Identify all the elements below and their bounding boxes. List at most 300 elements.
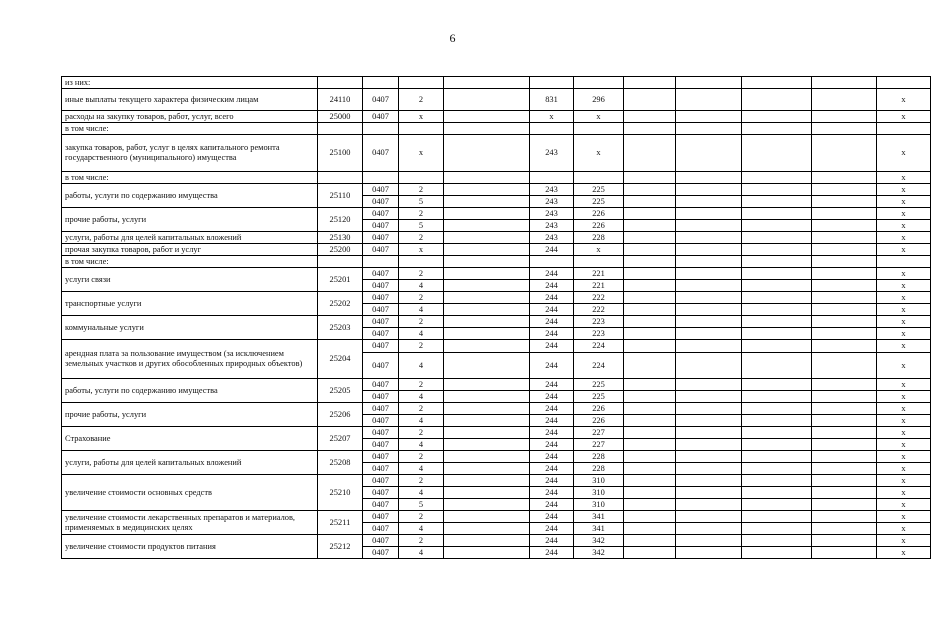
empty-cell xyxy=(742,232,812,244)
x-mark: х xyxy=(877,415,931,427)
empty-cell xyxy=(676,220,742,232)
section-code: 0407 xyxy=(363,232,399,244)
empty-cell xyxy=(444,439,530,451)
kosgu-type: 4 xyxy=(399,304,444,316)
x-mark: х xyxy=(877,379,931,391)
section-code: 0407 xyxy=(363,353,399,379)
empty-cell xyxy=(624,475,676,487)
row-code: 25202 xyxy=(318,292,363,316)
row-code: 25208 xyxy=(318,451,363,475)
row-code: 25212 xyxy=(318,535,363,559)
kosgu-code: 228 xyxy=(574,232,624,244)
kosgu-code: 222 xyxy=(574,304,624,316)
section-code: 0407 xyxy=(363,304,399,316)
kosgu-code: х xyxy=(574,244,624,256)
empty-cell xyxy=(812,403,877,415)
empty-cell xyxy=(444,328,530,340)
empty-cell xyxy=(812,184,877,196)
kosgu-type: 2 xyxy=(399,268,444,280)
expense-type: 244 xyxy=(530,547,574,559)
empty-cell xyxy=(444,123,530,135)
empty-cell xyxy=(812,415,877,427)
kosgu-code: 342 xyxy=(574,547,624,559)
expense-type xyxy=(530,172,574,184)
page-number: 6 xyxy=(449,31,456,45)
kosgu-type: 4 xyxy=(399,547,444,559)
x-mark: х xyxy=(877,403,931,415)
x-mark xyxy=(877,77,931,89)
section-code xyxy=(363,172,399,184)
section-code: 0407 xyxy=(363,196,399,208)
row-code: 24110 xyxy=(318,89,363,111)
empty-cell xyxy=(624,379,676,391)
empty-cell xyxy=(812,511,877,523)
empty-cell xyxy=(812,244,877,256)
kosgu-code: 226 xyxy=(574,208,624,220)
x-mark xyxy=(877,256,931,268)
x-mark: х xyxy=(877,451,931,463)
empty-cell xyxy=(624,220,676,232)
empty-cell xyxy=(444,535,530,547)
row-name: услуги, работы для целей капитальных вложений xyxy=(62,451,318,475)
kosgu-code: 228 xyxy=(574,451,624,463)
expense-type: 244 xyxy=(530,523,574,535)
empty-cell xyxy=(624,340,676,353)
expense-type xyxy=(530,123,574,135)
empty-cell xyxy=(742,280,812,292)
kosgu-type: 4 xyxy=(399,328,444,340)
empty-cell xyxy=(676,523,742,535)
row-name: услуги, работы для целей капитальных вложений xyxy=(62,232,318,244)
section-code: 0407 xyxy=(363,439,399,451)
empty-cell xyxy=(742,523,812,535)
x-mark: х xyxy=(877,244,931,256)
empty-cell xyxy=(812,123,877,135)
kosgu-code xyxy=(574,123,624,135)
x-mark: х xyxy=(877,316,931,328)
x-mark: х xyxy=(877,328,931,340)
section-code: 0407 xyxy=(363,135,399,172)
expense-type: 244 xyxy=(530,451,574,463)
kosgu-type xyxy=(399,172,444,184)
empty-cell xyxy=(444,547,530,559)
empty-cell xyxy=(444,220,530,232)
section-code: 0407 xyxy=(363,487,399,499)
expense-type: 244 xyxy=(530,487,574,499)
kosgu-code: 223 xyxy=(574,328,624,340)
section-code: 0407 xyxy=(363,379,399,391)
kosgu-type: 2 xyxy=(399,379,444,391)
expense-type: 244 xyxy=(530,415,574,427)
table-row xyxy=(62,340,931,353)
budget-table xyxy=(61,76,931,559)
section-code: 0407 xyxy=(363,415,399,427)
empty-cell xyxy=(624,451,676,463)
kosgu-code xyxy=(574,172,624,184)
table-row xyxy=(62,111,931,123)
empty-cell xyxy=(624,172,676,184)
x-mark: х xyxy=(877,135,931,172)
row-name: работы, услуги по содержанию имущества xyxy=(62,184,318,208)
empty-cell xyxy=(742,292,812,304)
section-code: 0407 xyxy=(363,268,399,280)
empty-cell xyxy=(742,123,812,135)
empty-cell xyxy=(444,196,530,208)
empty-cell xyxy=(676,232,742,244)
expense-type: 244 xyxy=(530,316,574,328)
section-code: 0407 xyxy=(363,403,399,415)
empty-cell xyxy=(624,280,676,292)
expense-type: 244 xyxy=(530,511,574,523)
kosgu-code: х xyxy=(574,111,624,123)
table-row xyxy=(62,232,931,244)
empty-cell xyxy=(444,463,530,475)
expense-type xyxy=(530,77,574,89)
empty-cell xyxy=(444,208,530,220)
kosgu-code: 310 xyxy=(574,499,624,511)
x-mark xyxy=(877,123,931,135)
x-mark: х xyxy=(877,487,931,499)
expense-type: 244 xyxy=(530,535,574,547)
empty-cell xyxy=(676,304,742,316)
empty-cell xyxy=(624,415,676,427)
empty-cell xyxy=(624,268,676,280)
x-mark: х xyxy=(877,196,931,208)
kosgu-type: 4 xyxy=(399,415,444,427)
kosgu-code: 226 xyxy=(574,403,624,415)
empty-cell xyxy=(812,316,877,328)
row-code: 25130 xyxy=(318,232,363,244)
expense-type: 244 xyxy=(530,280,574,292)
empty-cell xyxy=(812,268,877,280)
empty-cell xyxy=(624,135,676,172)
expense-type: 244 xyxy=(530,244,574,256)
expense-type: 244 xyxy=(530,340,574,353)
kosgu-code: 225 xyxy=(574,379,624,391)
expense-type: 244 xyxy=(530,353,574,379)
empty-cell xyxy=(742,415,812,427)
empty-cell xyxy=(676,244,742,256)
section-code: 0407 xyxy=(363,184,399,196)
expense-type: 244 xyxy=(530,292,574,304)
kosgu-type: х xyxy=(399,135,444,172)
empty-cell xyxy=(676,256,742,268)
empty-cell xyxy=(624,487,676,499)
empty-cell xyxy=(812,89,877,111)
row-name: увеличение стоимости основных средств xyxy=(62,475,318,511)
section-code: 0407 xyxy=(363,451,399,463)
empty-cell xyxy=(812,208,877,220)
kosgu-type: 4 xyxy=(399,391,444,403)
empty-cell xyxy=(676,172,742,184)
empty-cell xyxy=(444,184,530,196)
section-code: 0407 xyxy=(363,340,399,353)
empty-cell xyxy=(812,220,877,232)
empty-cell xyxy=(444,487,530,499)
x-mark: х xyxy=(877,304,931,316)
empty-cell xyxy=(812,487,877,499)
row-code: 25210 xyxy=(318,475,363,511)
empty-cell xyxy=(812,340,877,353)
empty-cell xyxy=(812,547,877,559)
empty-cell xyxy=(676,111,742,123)
empty-cell xyxy=(742,316,812,328)
empty-cell xyxy=(444,427,530,439)
kosgu-code: 226 xyxy=(574,415,624,427)
expense-type: 244 xyxy=(530,427,574,439)
kosgu-type xyxy=(399,256,444,268)
empty-cell xyxy=(624,547,676,559)
empty-cell xyxy=(742,135,812,172)
kosgu-code: 341 xyxy=(574,523,624,535)
empty-cell xyxy=(624,427,676,439)
empty-cell xyxy=(742,340,812,353)
empty-cell xyxy=(444,475,530,487)
kosgu-type: 2 xyxy=(399,340,444,353)
empty-cell xyxy=(812,292,877,304)
empty-cell xyxy=(742,353,812,379)
kosgu-type: х xyxy=(399,244,444,256)
empty-cell xyxy=(742,391,812,403)
row-code: 25204 xyxy=(318,340,363,379)
empty-cell xyxy=(742,511,812,523)
empty-cell xyxy=(742,487,812,499)
empty-cell xyxy=(444,304,530,316)
kosgu-type: 2 xyxy=(399,427,444,439)
x-mark: х xyxy=(877,111,931,123)
kosgu-type: 2 xyxy=(399,89,444,111)
empty-cell xyxy=(624,244,676,256)
table-row xyxy=(62,511,931,523)
empty-cell xyxy=(444,89,530,111)
empty-cell xyxy=(812,256,877,268)
kosgu-code: 296 xyxy=(574,89,624,111)
empty-cell xyxy=(742,111,812,123)
empty-cell xyxy=(742,220,812,232)
empty-cell xyxy=(624,463,676,475)
empty-cell xyxy=(624,292,676,304)
empty-cell xyxy=(624,523,676,535)
empty-cell xyxy=(624,304,676,316)
row-name: закупка товаров, работ, услуг в целях капитального ремонта государственного (муниципального) имущества xyxy=(62,135,318,172)
x-mark: х xyxy=(877,547,931,559)
x-mark: х xyxy=(877,292,931,304)
section-code: 0407 xyxy=(363,523,399,535)
expense-type xyxy=(530,256,574,268)
section-code: 0407 xyxy=(363,475,399,487)
row-code xyxy=(318,172,363,184)
row-name: расходы на закупку товаров, работ, услуг, всего xyxy=(62,111,318,123)
empty-cell xyxy=(742,89,812,111)
row-name: коммунальные услуги xyxy=(62,316,318,340)
empty-cell xyxy=(812,379,877,391)
x-mark: х xyxy=(877,280,931,292)
empty-cell xyxy=(676,135,742,172)
kosgu-code: х xyxy=(574,135,624,172)
section-code: 0407 xyxy=(363,427,399,439)
empty-cell xyxy=(676,123,742,135)
table-row xyxy=(62,89,931,111)
empty-cell xyxy=(444,523,530,535)
x-mark: х xyxy=(877,89,931,111)
empty-cell xyxy=(812,475,877,487)
empty-cell xyxy=(676,379,742,391)
kosgu-type: 2 xyxy=(399,475,444,487)
empty-cell xyxy=(676,328,742,340)
empty-cell xyxy=(444,111,530,123)
expense-type: 243 xyxy=(530,135,574,172)
x-mark: х xyxy=(877,427,931,439)
kosgu-type: 4 xyxy=(399,523,444,535)
table-row xyxy=(62,292,931,304)
empty-cell xyxy=(444,403,530,415)
kosgu-code: 223 xyxy=(574,316,624,328)
empty-cell xyxy=(812,353,877,379)
kosgu-type: 5 xyxy=(399,220,444,232)
kosgu-type: 2 xyxy=(399,535,444,547)
expense-type: 244 xyxy=(530,463,574,475)
expense-type: 243 xyxy=(530,196,574,208)
empty-cell xyxy=(624,328,676,340)
empty-cell xyxy=(444,135,530,172)
row-name: прочая закупка товаров, работ и услуг xyxy=(62,244,318,256)
table-row xyxy=(62,475,931,487)
empty-cell xyxy=(676,427,742,439)
empty-cell xyxy=(812,439,877,451)
kosgu-code: 342 xyxy=(574,535,624,547)
x-mark: х xyxy=(877,220,931,232)
table-row xyxy=(62,403,931,415)
kosgu-code: 224 xyxy=(574,353,624,379)
empty-cell xyxy=(444,268,530,280)
empty-cell xyxy=(444,280,530,292)
x-mark: х xyxy=(877,268,931,280)
empty-cell xyxy=(444,340,530,353)
expense-type: 243 xyxy=(530,232,574,244)
empty-cell xyxy=(812,280,877,292)
section-code: 0407 xyxy=(363,89,399,111)
section-code xyxy=(363,123,399,135)
row-code: 25100 xyxy=(318,135,363,172)
empty-cell xyxy=(812,232,877,244)
empty-cell xyxy=(742,172,812,184)
kosgu-type: 2 xyxy=(399,232,444,244)
empty-cell xyxy=(676,487,742,499)
row-code: 25000 xyxy=(318,111,363,123)
kosgu-code: 227 xyxy=(574,439,624,451)
empty-cell xyxy=(812,535,877,547)
kosgu-type: 2 xyxy=(399,208,444,220)
empty-cell xyxy=(742,256,812,268)
row-code: 25205 xyxy=(318,379,363,403)
empty-cell xyxy=(676,184,742,196)
kosgu-code xyxy=(574,77,624,89)
expense-type: 244 xyxy=(530,499,574,511)
section-code: 0407 xyxy=(363,535,399,547)
kosgu-code: 310 xyxy=(574,475,624,487)
empty-cell xyxy=(812,391,877,403)
table-row xyxy=(62,379,931,391)
empty-cell xyxy=(444,391,530,403)
kosgu-type: 2 xyxy=(399,184,444,196)
empty-cell xyxy=(624,353,676,379)
table-row xyxy=(62,256,931,268)
section-code: 0407 xyxy=(363,280,399,292)
expense-type: 244 xyxy=(530,328,574,340)
empty-cell xyxy=(676,391,742,403)
x-mark: х xyxy=(877,172,931,184)
empty-cell xyxy=(624,208,676,220)
empty-cell xyxy=(444,244,530,256)
empty-cell xyxy=(676,415,742,427)
kosgu-code: 225 xyxy=(574,391,624,403)
table-row xyxy=(62,208,931,220)
kosgu-type: 4 xyxy=(399,487,444,499)
empty-cell xyxy=(812,451,877,463)
empty-cell xyxy=(444,256,530,268)
x-mark: х xyxy=(877,391,931,403)
kosgu-type: 2 xyxy=(399,511,444,523)
section-code: 0407 xyxy=(363,208,399,220)
section-code: 0407 xyxy=(363,511,399,523)
empty-cell xyxy=(742,77,812,89)
row-name: работы, услуги по содержанию имущества xyxy=(62,379,318,403)
kosgu-code: 221 xyxy=(574,268,624,280)
empty-cell xyxy=(812,196,877,208)
row-name: арендная плата за пользование имуществом (за исключением земельных участков и других обособленных природных объектов) xyxy=(62,340,318,379)
section-code: 0407 xyxy=(363,292,399,304)
empty-cell xyxy=(444,292,530,304)
empty-cell xyxy=(444,172,530,184)
empty-cell xyxy=(742,244,812,256)
empty-cell xyxy=(812,328,877,340)
section-code: 0407 xyxy=(363,391,399,403)
empty-cell xyxy=(624,232,676,244)
empty-cell xyxy=(624,535,676,547)
empty-cell xyxy=(676,196,742,208)
x-mark: х xyxy=(877,439,931,451)
empty-cell xyxy=(742,403,812,415)
row-name: Страхование xyxy=(62,427,318,451)
row-code: 25211 xyxy=(318,511,363,535)
expense-type: 244 xyxy=(530,268,574,280)
empty-cell xyxy=(444,415,530,427)
row-name: из них: xyxy=(62,77,318,89)
kosgu-type: 4 xyxy=(399,439,444,451)
section-code: 0407 xyxy=(363,547,399,559)
empty-cell xyxy=(812,304,877,316)
row-code: 25120 xyxy=(318,208,363,232)
empty-cell xyxy=(742,196,812,208)
row-name: услуги связи xyxy=(62,268,318,292)
empty-cell xyxy=(742,463,812,475)
row-code xyxy=(318,256,363,268)
empty-cell xyxy=(676,316,742,328)
empty-cell xyxy=(742,439,812,451)
empty-cell xyxy=(676,439,742,451)
empty-cell xyxy=(676,547,742,559)
kosgu-type: 2 xyxy=(399,316,444,328)
empty-cell xyxy=(444,77,530,89)
x-mark: х xyxy=(877,208,931,220)
expense-type: 244 xyxy=(530,379,574,391)
expense-type: 243 xyxy=(530,184,574,196)
x-mark: х xyxy=(877,475,931,487)
row-code: 25200 xyxy=(318,244,363,256)
table-row xyxy=(62,268,931,280)
section-code xyxy=(363,256,399,268)
expense-type: х xyxy=(530,111,574,123)
